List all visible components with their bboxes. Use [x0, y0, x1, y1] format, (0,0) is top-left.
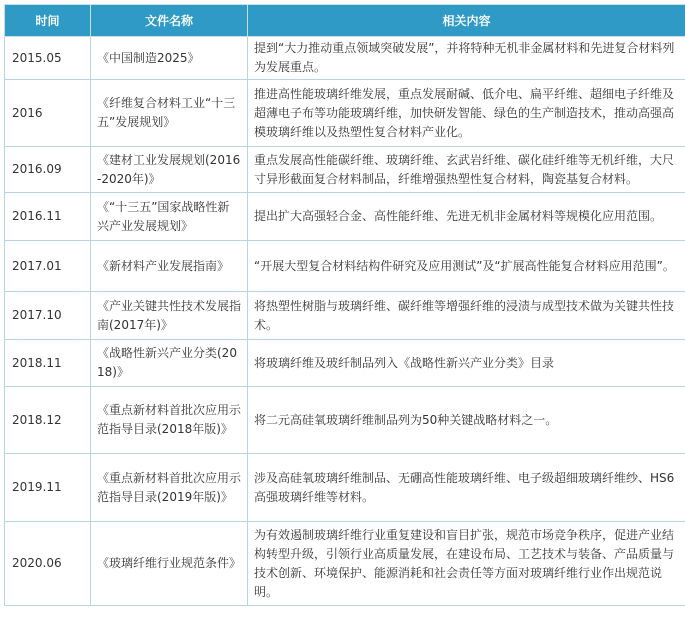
table-row	[5, 147, 685, 193]
row-content: 涉及高硅氧玻璃纤维制品、无硼高性能玻璃纤维、电子级超细玻璃纤维纱、HS6高强玻璃纤维等材料。	[248, 454, 685, 522]
row-time: 2017.01	[5, 241, 91, 292]
row-time: 2020.06	[5, 522, 91, 606]
row-content: 为有效遏制玻璃纤维行业重复建设和盲目扩张，规范市场竞争秩序，促进产业结构转型升级，引领行业高质量发展，在建设布局、工艺技术与装备、产品质量与技术创新、环境保护、能源消耗和社会责任等方面对玻璃纤维行业作出规范说明。	[248, 522, 685, 606]
row-content: 将玻璃纤维及玻纤制品列入《战略性新兴产业分类》目录	[248, 340, 685, 387]
row-document: 《建材工业发展规划(2016-2020年)》	[91, 147, 248, 193]
row-content: 提到“大力推动重点领域突破发展”，并将特种无机非金属材料和先进复合材料列为发展重点。	[248, 37, 685, 80]
table-row	[5, 292, 685, 340]
table-row	[5, 387, 685, 454]
table-row	[5, 241, 685, 292]
row-document: 《“十三五”国家战略性新兴产业发展规划》	[91, 193, 248, 241]
row-document: 《中国制造2025》	[91, 37, 248, 80]
row-content: 将热塑性树脂与玻璃纤维、碳纤维等增强纤维的浸渍与成型技术做为关键共性技术。	[248, 292, 685, 340]
row-time: 2018.11	[5, 340, 91, 387]
row-time: 2016.11	[5, 193, 91, 241]
row-time: 2016	[5, 80, 91, 147]
header-content: 相关内容	[248, 5, 685, 37]
row-document: 《战略性新兴产业分类(2018)》	[91, 340, 248, 387]
row-content: 重点发展高性能碳纤维、玻璃纤维、玄武岩纤维、碳化硅纤维等无机纤维，大尺寸异形截面复合材料制品，纤维增强热塑性复合材料，陶瓷基复合材料。	[248, 147, 685, 193]
row-document: 《玻璃纤维行业规范条件》	[91, 522, 248, 606]
row-time: 2016.09	[5, 147, 91, 193]
header-row	[5, 5, 685, 37]
row-content: “开展大型复合材料结构件研究及应用测试”及“扩展高性能复合材料应用范围”。	[248, 241, 685, 292]
row-time: 2019.11	[5, 454, 91, 522]
row-document: 《产业关键共性技术发展指南(2017年)》	[91, 292, 248, 340]
row-document: 《重点新材料首批次应用示范指导目录(2018年版)》	[91, 387, 248, 454]
row-time: 2018.12	[5, 387, 91, 454]
header-document: 文件名称	[91, 5, 248, 37]
table-row	[5, 454, 685, 522]
table-row	[5, 37, 685, 80]
table-row	[5, 193, 685, 241]
row-content: 提出扩大高强轻合金、高性能纤维、先进无机非金属材料等规模化应用范围。	[248, 193, 685, 241]
table-header	[5, 5, 685, 37]
row-document: 《新材料产业发展指南》	[91, 241, 248, 292]
row-document: 《重点新材料首批次应用示范指导目录(2019年版)》	[91, 454, 248, 522]
row-content: 将二元高硅氧玻璃纤维制品列为50种关键战略材料之一。	[248, 387, 685, 454]
table-row	[5, 522, 685, 606]
table-row	[5, 80, 685, 147]
row-document: 《纤维复合材料工业“十三五”发展规划》	[91, 80, 248, 147]
row-time: 2015.05	[5, 37, 91, 80]
table-body	[5, 37, 685, 606]
header-time: 时间	[5, 5, 91, 37]
row-content: 推进高性能玻璃纤维发展，重点发展耐碱、低介电、扁平纤维、超细电子纤维及超薄电子布等功能玻璃纤维，加快研发智能、绿色的生产制造技术，推动高强高模玻璃纤维以及热塑性复合材料产业化。	[248, 80, 685, 147]
table-row	[5, 340, 685, 387]
policy-table	[4, 4, 685, 606]
row-time: 2017.10	[5, 292, 91, 340]
